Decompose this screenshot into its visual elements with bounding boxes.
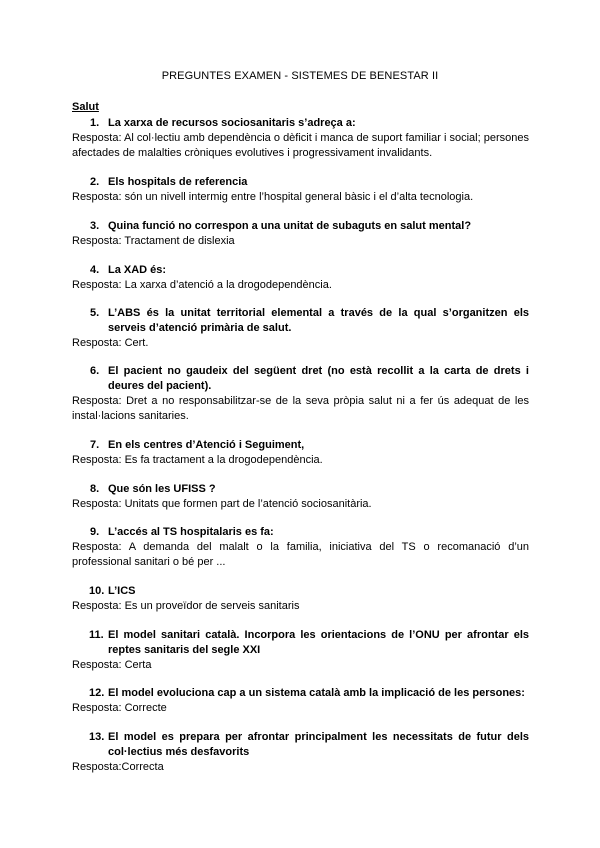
section-heading: Salut xyxy=(72,101,99,113)
document-title: PREGUNTES EXAMEN - SISTEMES DE BENESTAR II xyxy=(161,70,439,82)
question-text: L’accés al TS hospitalaris es fa: xyxy=(108,526,274,538)
question-item xyxy=(72,175,529,205)
question-text: El pacient no gaudeix del següent dret (no està recollit a la carta de drets i deures del pacient). xyxy=(108,365,529,392)
question-item xyxy=(72,482,529,512)
question-item xyxy=(72,438,529,468)
question-number: 8. xyxy=(90,483,100,495)
answer-text: Resposta: Correcte xyxy=(72,702,167,714)
question-number: 3. xyxy=(90,220,100,232)
answer-text: Resposta:Correcta xyxy=(72,761,164,773)
question-text: La XAD és: xyxy=(108,264,167,276)
question-text: El model evoluciona cap a un sistema català amb la implicació de les persones: xyxy=(108,687,525,699)
question-item xyxy=(72,686,529,716)
question-number: 5. xyxy=(90,307,100,319)
question-number: 10. xyxy=(89,585,105,597)
question-number: 4. xyxy=(90,264,100,276)
question-text: Que són les UFISS ? xyxy=(108,483,216,495)
question-item xyxy=(72,263,529,293)
question-number: 11. xyxy=(89,629,104,641)
answer-text: Resposta: Al col·lectiu amb dependència o dèficit i manca de suport familiar i social; persones afectades de malalties cròniques evolutives i progressivament invalidants. xyxy=(72,132,529,159)
answer-text: Resposta: Es fa tractament a la drogodependència. xyxy=(72,454,323,466)
answer-text: Resposta: Tractament de dislexia xyxy=(72,235,235,247)
answer-text: Resposta: són un nivell intermig entre l’hospital general bàsic i el d’alta tecnologia. xyxy=(72,191,474,203)
answer-text: Resposta: Certa xyxy=(72,659,152,671)
question-number: 13. xyxy=(89,731,105,743)
answer-text: Resposta: Unitats que formen part de l’atenció sociosanitària. xyxy=(72,498,372,510)
question-text: En els centres d’Atenció i Seguiment, xyxy=(108,439,305,451)
question-text: La xarxa de recursos sociosanitaris s’adreça a: xyxy=(108,117,356,129)
answer-text: Resposta: Dret a no responsabilitzar-se de la seva pròpia salut ni a fer ús adequat de les instal·lacions sanitaries. xyxy=(72,395,529,422)
question-number: 6. xyxy=(90,365,100,377)
question-number: 1. xyxy=(90,117,100,129)
question-text: Quina funció no correspon a una unitat de subaguts en salut mental? xyxy=(108,220,472,232)
question-item xyxy=(72,628,529,673)
question-item xyxy=(72,730,529,775)
answer-text: Resposta: La xarxa d’atenció a la drogodependència. xyxy=(72,279,332,291)
question-text: L’ICS xyxy=(108,585,136,597)
answer-text: Resposta: A demanda del malalt o la familia, iniciativa del TS o recomanació d’un professional sanitari o bé per ... xyxy=(72,541,529,568)
question-item xyxy=(72,116,529,161)
answer-text: Resposta: Cert. xyxy=(72,337,149,349)
question-number: 9. xyxy=(90,526,100,538)
question-item xyxy=(72,219,529,249)
question-item xyxy=(72,525,529,570)
question-item xyxy=(72,364,529,424)
question-text: Els hospitals de referencia xyxy=(108,176,248,188)
question-text: El model es prepara per afrontar principalment les necessitats de futur dels col·lectius més desfavorits xyxy=(108,731,529,758)
question-item xyxy=(72,306,529,351)
question-number: 2. xyxy=(90,176,100,188)
question-number: 7. xyxy=(90,439,100,451)
question-text: L’ABS és la unitat territorial elemental a través de la qual s’organitzen els serveis d’atenció primària de salut. xyxy=(108,307,529,334)
answer-text: Resposta: Es un proveïdor de serveis sanitaris xyxy=(72,600,300,612)
question-text: El model sanitari català. Incorpora les orientacions de l’ONU per afrontar els reptes sanitaris del segle XXI xyxy=(108,629,529,656)
question-item xyxy=(72,584,529,614)
question-number: 12. xyxy=(89,687,105,699)
